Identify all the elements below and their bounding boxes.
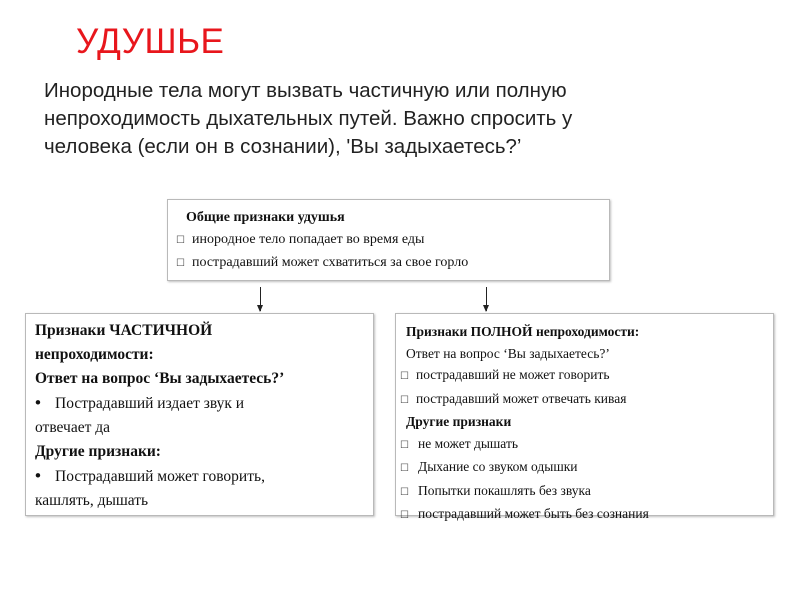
- page-title: УДУШЬЕ: [76, 22, 225, 61]
- general-sign-item: ☐ пострадавший может схватиться за свое горло: [176, 252, 601, 275]
- general-signs-box: [167, 199, 610, 281]
- complete-obstruction-box: [395, 313, 774, 521]
- checkbox-bullet-icon: ☐: [176, 258, 185, 269]
- intro-text: [44, 77, 784, 161]
- complete-other-item: ☐ Дыхание со звуком одышки: [400, 456, 765, 480]
- complete-other-item: ☐ пострадавший может быть без сознания: [400, 503, 765, 527]
- partial-answer-item-cont: отвечает да: [35, 419, 111, 436]
- checkbox-bullet-icon: ☐: [400, 394, 409, 406]
- intro-line: непроходимость дыхательных путей. Важно спросить у: [44, 107, 573, 130]
- partial-other-heading: Другие признаки:: [35, 443, 161, 460]
- checkbox-bullet-icon: ☐: [400, 371, 409, 382]
- general-sign-item: ☐ инородное тело попадает во время еды: [176, 229, 601, 252]
- complete-other-item: ☐ не может дышать: [400, 433, 765, 457]
- partial-heading: непроходимости:: [35, 346, 154, 363]
- bullet-dot-icon: •: [33, 394, 43, 412]
- checkbox-bullet-icon: ☐: [400, 486, 409, 498]
- arrow-down-right-icon: [486, 287, 487, 311]
- partial-question: Ответ на вопрос ‘Вы задыхаетесь?’: [35, 370, 285, 387]
- checkbox-bullet-icon: ☐: [176, 235, 185, 246]
- complete-question: Ответ на вопрос ‘Вы задыхаетесь?’: [406, 345, 610, 361]
- partial-other-item: • Пострадавший может говорить,: [27, 464, 365, 489]
- partial-heading: Признаки ЧАСТИЧНОЙ: [35, 322, 213, 339]
- bullet-dot-icon: •: [33, 467, 43, 485]
- checkbox-bullet-icon: ☐: [400, 463, 409, 474]
- general-signs-heading: Общие признаки удушья: [186, 210, 345, 225]
- complete-heading: Признаки ПОЛНОЙ непроходимости:: [406, 324, 640, 339]
- complete-other-heading: Другие признаки: [406, 414, 512, 429]
- partial-obstruction-box: [25, 313, 374, 516]
- intro-line: Инородные тела могут вызвать частичную или полную: [44, 79, 567, 102]
- checkbox-bullet-icon: ☐: [400, 510, 409, 521]
- checkbox-bullet-icon: ☐: [400, 439, 409, 451]
- complete-answer-item: ☐ пострадавший не может говорить: [400, 364, 765, 388]
- partial-other-item-cont: кашлять, дышать: [35, 492, 149, 509]
- partial-answer-item: • Пострадавший издает звук и: [27, 391, 365, 416]
- complete-answer-item: ☐ пострадавший может отвечать кивая: [400, 388, 765, 412]
- complete-other-item: ☐ Попытки покашлять без звука: [400, 480, 765, 504]
- intro-line: человека (если он в сознании), 'Вы задыхаетесь?’: [44, 135, 522, 158]
- arrow-down-left-icon: [260, 287, 261, 311]
